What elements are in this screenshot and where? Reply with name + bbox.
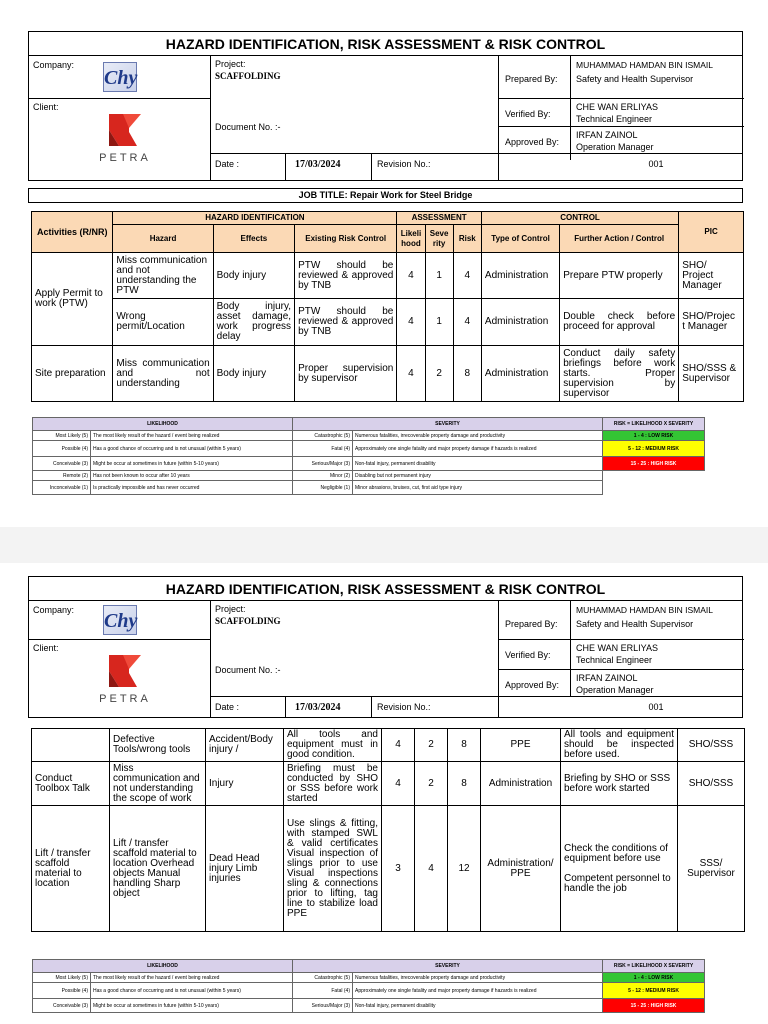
client-logo: PETRA (89, 112, 161, 164)
risk-legend-page-2: LIKELIHOOD SEVERITY RISK = LIKELIHOOD X SEVERITY Most Likely (5) The most likely result of the hazard / event being realized Catastrophic (5) Numerous fatalities, irrecoverable property damage and productivity 1 - 4 : LOW RISK Possible (4) Has a good chance of occurring and is not unusual (within 5 years) Fatal (4) Approximately one single fatality and major property damage if hazards is realized 5 - 12 : MEDIUM RISK Conceivable (3) Might be occur at sometimes in future (within 5-10 years) Serious/Major (3) Non-fatal injury, permanent disability 15 - 25 : HIGH RISK (32, 959, 705, 1013)
table-row: Lift / transfer scaffold material to location Lift / transfer scaffold material to location Overhead objects Manual handling Sharp object Dead Head injury Limb injuries Use slings & fitting, with stamped SWL & valid certificates Visual inspection of slings prior to use Visual inspections sling & connections prior to lifting, tag line to stabilize load PPE 3 4 12 Administration/ PPE Check the conditions of equipment before use Competent personnel to handle the job SSS/ Supervisor (32, 806, 745, 932)
company-logo: Chy (103, 62, 137, 92)
date-value: 17/03/2024 (295, 159, 341, 170)
col-likelihood: Likeli hood (397, 225, 425, 253)
risk-legend-page-1: LIKELIHOOD SEVERITY RISK = LIKELIHOOD X SEVERITY Most Likely (5) The most likely result of the hazard / event being realized Catastrophic (5) Numerous fatalities, irrecoverable property damage and productivity 1 - 4 : LOW RISK Possible (4) Has a good chance of occurring and is not unusual (within 5 years) Fatal (4) Approximately one single fatality and major property damage if hazards is realized 5 - 12 : MEDIUM RISK Conceivable (3) Might be occur at sometimes in future (within 5-10 years) Serious/Major (3) Non-fatal injury, permanent disability 15 - 25 : HIGH RISK Remote (2) Has not been known to occur after 10 years Minor (2) Disabling but not permanent injury Inconceivable (1) Is practically impossible and has never occurred Negligible (1) Minor abrasions, bruises, cut, first aid type injury (32, 417, 705, 495)
client-label: Client: (33, 102, 59, 112)
header-block (28, 576, 743, 718)
verified-label: Verified By: (505, 109, 551, 119)
verified-role: Technical Engineer (576, 114, 653, 124)
header-block (28, 31, 743, 181)
prepared-label: Prepared By: (505, 619, 558, 629)
verified-label: Verified By: (505, 650, 551, 660)
table-row: Conduct Toolbox Talk Miss communication and not understanding the scope of work Injury Briefing must be conducted by SHO or SSS before work started 4 2 8 Administration Briefing by SHO or SSS before work started SHO/SSS (32, 762, 745, 806)
table-row: Defective Tools/wrong tools Accident/Body injury / All tools and equipment must in good condition. 4 2 8 PPE All tools and equipment should be inspected before used. SHO/SSS (32, 729, 745, 762)
approved-name: IRFAN ZAINOL (576, 130, 638, 140)
prepared-role: Safety and Health Supervisor (576, 74, 694, 84)
prepared-label: Prepared By: (505, 74, 558, 84)
date-value: 17/03/2024 (295, 702, 341, 713)
risk-table-page-1 (31, 211, 744, 402)
col-assessment: ASSESSMENT (397, 212, 482, 225)
col-pic: PIC (679, 212, 744, 253)
col-further-action: Further Action / Control (560, 225, 679, 253)
approved-role: Operation Manager (576, 142, 654, 152)
company-label: Company: (33, 60, 75, 70)
revision-label: Revision No.: (377, 702, 431, 712)
document-title: HAZARD IDENTIFICATION, RISK ASSESSMENT & RISK CONTROL (29, 32, 742, 56)
verified-role: Technical Engineer (576, 655, 653, 665)
document-number-label: Document No. :- (215, 122, 281, 132)
date-label: Date : (215, 702, 240, 712)
project-value: SCAFFOLDING (215, 616, 281, 626)
project-label: Project: (215, 604, 246, 614)
client-logo: PETRA (89, 653, 161, 705)
col-control: CONTROL (481, 212, 678, 225)
company-logo: Chy (103, 605, 137, 635)
revision-value: 001 (648, 159, 664, 169)
table-row: Site preparation Miss communication and not understanding Body injury Proper supervision by supervisor 4 2 8 Administration Conduct daily safety briefings before work starts. Proper supervision by supervisor SHO/SSS & Supervisor (32, 346, 744, 402)
client-label: Client: (33, 643, 59, 653)
prepared-name: MUHAMMAD HAMDAN BIN ISMAIL (576, 60, 713, 70)
petra-mark-icon (89, 112, 161, 148)
table-row: Wrong permit/Location Body injury, asset damage, work progress delay PTW should be reviewed & approved by TNB 4 1 4 Administration Double check before proceed for approval SHO/Projec t Manager (32, 299, 744, 346)
company-label: Company: (33, 605, 75, 615)
col-severity: Seve rity (425, 225, 453, 253)
revision-label: Revision No.: (377, 159, 431, 169)
table-row: Apply Permit to work (PTW) Miss communication and not understanding the PTW Body injury PTW should be reviewed & approved by TNB 4 1 4 Administration Prepare PTW properly SHO/ Project Manager (32, 253, 744, 299)
date-label: Date : (215, 159, 240, 169)
prepared-role: Safety and Health Supervisor (576, 619, 694, 629)
project-label: Project: (215, 59, 246, 69)
col-existing-control: Existing Risk Control (295, 225, 397, 253)
col-effects: Effects (213, 225, 294, 253)
approved-role: Operation Manager (576, 685, 654, 695)
verified-name: CHE WAN ERLIYAS (576, 643, 659, 653)
approved-label: Approved By: (505, 137, 560, 147)
job-title: JOB TITLE: Repair Work for Steel Bridge (28, 188, 743, 203)
col-risk: Risk (453, 225, 481, 253)
verified-name: CHE WAN ERLIYAS (576, 102, 659, 112)
col-activities: Activities (R/NR) (32, 212, 113, 253)
risk-table-page-2 (31, 728, 745, 932)
revision-value: 001 (648, 702, 664, 712)
document-number-label: Document No. :- (215, 665, 281, 675)
col-type-of-control: Type of Control (481, 225, 559, 253)
approved-label: Approved By: (505, 680, 560, 690)
prepared-name: MUHAMMAD HAMDAN BIN ISMAIL (576, 605, 713, 615)
project-value: SCAFFOLDING (215, 71, 281, 81)
petra-mark-icon (89, 653, 161, 689)
document-page-2 (0, 563, 768, 1024)
col-hazard: Hazard (113, 225, 213, 253)
approved-name: IRFAN ZAINOL (576, 673, 638, 683)
document-title: HAZARD IDENTIFICATION, RISK ASSESSMENT & RISK CONTROL (29, 577, 742, 601)
col-hazard-identification: HAZARD IDENTIFICATION (113, 212, 397, 225)
